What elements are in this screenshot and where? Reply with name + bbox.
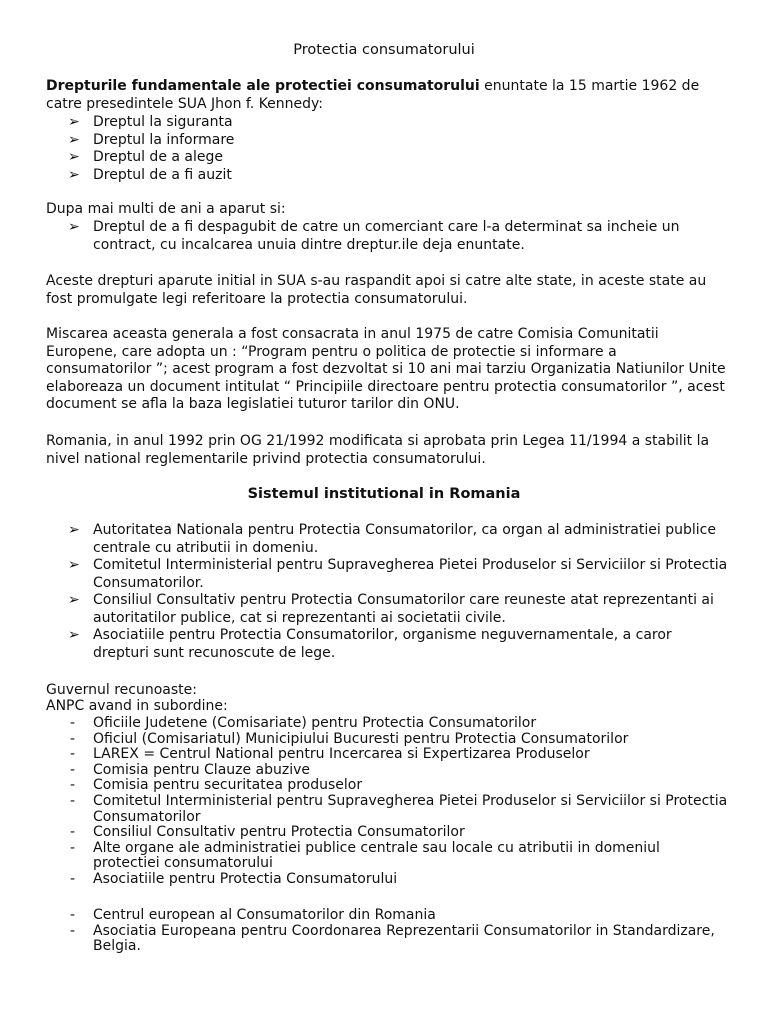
- section-title: Sistemul institutional in Romania: [247, 486, 521, 502]
- list-item-text: Oficiul (Comisariatul) Municipiului Bucuresti pentru Protectia Consumatorilor: [93, 730, 629, 747]
- list-item: [68, 732, 728, 748]
- list-item: [68, 132, 728, 150]
- list-item-text: Dreptul de a fi auzit: [93, 166, 232, 183]
- list-item: [68, 219, 728, 254]
- list-item: [68, 149, 728, 167]
- paragraph-2: Miscarea aceasta generala a fost consacrata in anul 1975 de catre Comisia Comunitatii Europene, care adopta un : “Program pentru o politica de protectie si informare a consumatorilor ”; acest program a fost dezvoltat si 10 ani mai tarziu Organizatia Natiunilor Unite elaboreaza un document intitulat “ Principiile directoare pentru protectia consumatorilor ”, acest document se afla la baza legislatiei tuturor tarilor din ONU.: [46, 326, 726, 412]
- later-rights-list: [68, 219, 728, 254]
- list-item: [68, 114, 728, 132]
- list-item: [68, 794, 728, 825]
- list-item: [68, 872, 728, 888]
- intro-text: enuntate la 15 martie 1962 de catre presedintele SUA Jhon f. Kennedy:: [46, 78, 700, 112]
- dash-bullet-icon: -: [70, 761, 76, 778]
- list-item: [68, 924, 728, 955]
- list-item: [68, 778, 728, 794]
- intro-paragraph: [46, 78, 726, 113]
- arrow-bullet-icon: ➢: [68, 149, 80, 165]
- list-item-text: Dreptul la siguranta: [93, 114, 233, 130]
- list-item-text: Dreptul de a fi despagubit de catre un comerciant care l-a determinat sa incheie un contract, cu incalcarea unuia dintre dreptur.ile deja enuntate.: [93, 219, 680, 253]
- arrow-bullet-icon: ➢: [68, 131, 80, 148]
- dash-bullet-icon: -: [70, 715, 76, 731]
- dash-bullet-icon: -: [70, 792, 76, 809]
- list-item-text: Comitetul Interministerial pentru Supravegherea Pietei Produselor si Serviciilor si Protectia Consumatorilor.: [93, 557, 728, 591]
- list-item-text: Consiliul Consultativ pentru Protectia Consumatorilor care reuneste atat reprezentanti ai autoritatilor publice, cat si reprezentanti ai societatii civile.: [93, 592, 714, 626]
- arrow-bullet-icon: ➢: [68, 627, 80, 643]
- list-item: [68, 747, 728, 763]
- arrow-bullet-icon: ➢: [68, 592, 80, 608]
- list-item-text: Oficiile Judetene (Comisariate) pentru Protectia Consumatorilor: [93, 715, 537, 731]
- list-item-text: Asociatiile pentru Protectia Consumatorului: [93, 870, 398, 887]
- arrow-bullet-icon: ➢: [68, 557, 80, 573]
- arrow-bullet-icon: ➢: [68, 219, 80, 235]
- dash-bullet-icon: -: [70, 746, 76, 763]
- list-item-text: Asociatia Europeana pentru Coordonarea Reprezentarii Consumatorilor in Standardizare, Belgia.: [93, 922, 715, 955]
- rights-list: [68, 114, 728, 184]
- dash-bullet-icon: -: [70, 922, 76, 939]
- paragraph-3: Romania, in anul 1992 prin OG 21/1992 modificata si aprobata prin Legea 11/1994 a stabilit la nivel national reglementarile privind protectia consumatorului.: [46, 433, 710, 467]
- dash-bullet-icon: -: [70, 824, 76, 841]
- list-item: [68, 825, 728, 841]
- dash-bullet-icon: -: [70, 839, 76, 856]
- list-item: [68, 627, 728, 662]
- list-item: [68, 763, 728, 779]
- dash-bullet-icon: -: [70, 777, 76, 794]
- list-item: [68, 167, 728, 185]
- gov-line-2: ANPC avand in subordine:: [46, 698, 228, 714]
- arrow-bullet-icon: ➢: [68, 114, 80, 130]
- list-item-text: Asociatiile pentru Protectia Consumatorilor, organisme neguvernamentale, a caror drepturi sunt recunoscute de lege.: [93, 627, 672, 661]
- arrow-bullet-icon: ➢: [68, 166, 80, 183]
- dash-bullet-icon: -: [70, 870, 76, 887]
- arrow-bullet-icon: ➢: [68, 522, 80, 538]
- later-intro: Dupa mai multi de ani a aparut si:: [46, 201, 286, 217]
- list-item-text: Dreptul la informare: [93, 131, 235, 148]
- list-item-text: Comitetul Interministerial pentru Supravegherea Pietei Produselor si Serviciilor si Protectia Consumatorilor: [93, 792, 728, 825]
- list-item: [68, 557, 728, 592]
- list-item: [68, 908, 728, 924]
- list-item-text: Consiliul Consultativ pentru Protectia Consumatorilor: [93, 824, 465, 841]
- list-item-text: Comisia pentru Clauze abuzive: [93, 761, 311, 778]
- list-item-text: Alte organe ale administratiei publice centrale sau locale cu atributii in domeniul protectiei consumatorului: [93, 839, 660, 872]
- subordinates-list: [68, 716, 728, 888]
- list-item: [68, 522, 728, 557]
- intro-bold-text: Drepturile fundamentale ale protectiei consumatorului: [46, 78, 480, 94]
- list-item: [68, 716, 728, 732]
- gov-line-1: Guvernul recunoaste:: [46, 682, 197, 698]
- list-item-text: Dreptul de a alege: [93, 149, 223, 165]
- institutions-list: [68, 522, 728, 662]
- dash-bullet-icon: -: [70, 730, 76, 747]
- european-list: [68, 908, 728, 955]
- page-title: Protectia consumatorului: [293, 42, 475, 58]
- list-item-text: Centrul european al Consumatorilor din Romania: [93, 907, 436, 923]
- list-item-text: Comisia pentru securitatea produselor: [93, 777, 363, 794]
- list-item-text: LAREX = Centrul National pentru Incercarea si Expertizarea Produselor: [93, 746, 590, 763]
- dash-bullet-icon: -: [70, 907, 76, 923]
- list-item: [68, 841, 728, 872]
- paragraph-1: Aceste drepturi aparute initial in SUA s-au raspandit apoi si catre alte state, in aceste state au fost promulgate legi referitoare la protectia consumatorului.: [46, 273, 707, 307]
- list-item-text: Autoritatea Nationala pentru Protectia Consumatorilor, ca organ al administratiei publice centrale cu atributii in domeniu.: [93, 522, 716, 556]
- list-item: [68, 592, 728, 627]
